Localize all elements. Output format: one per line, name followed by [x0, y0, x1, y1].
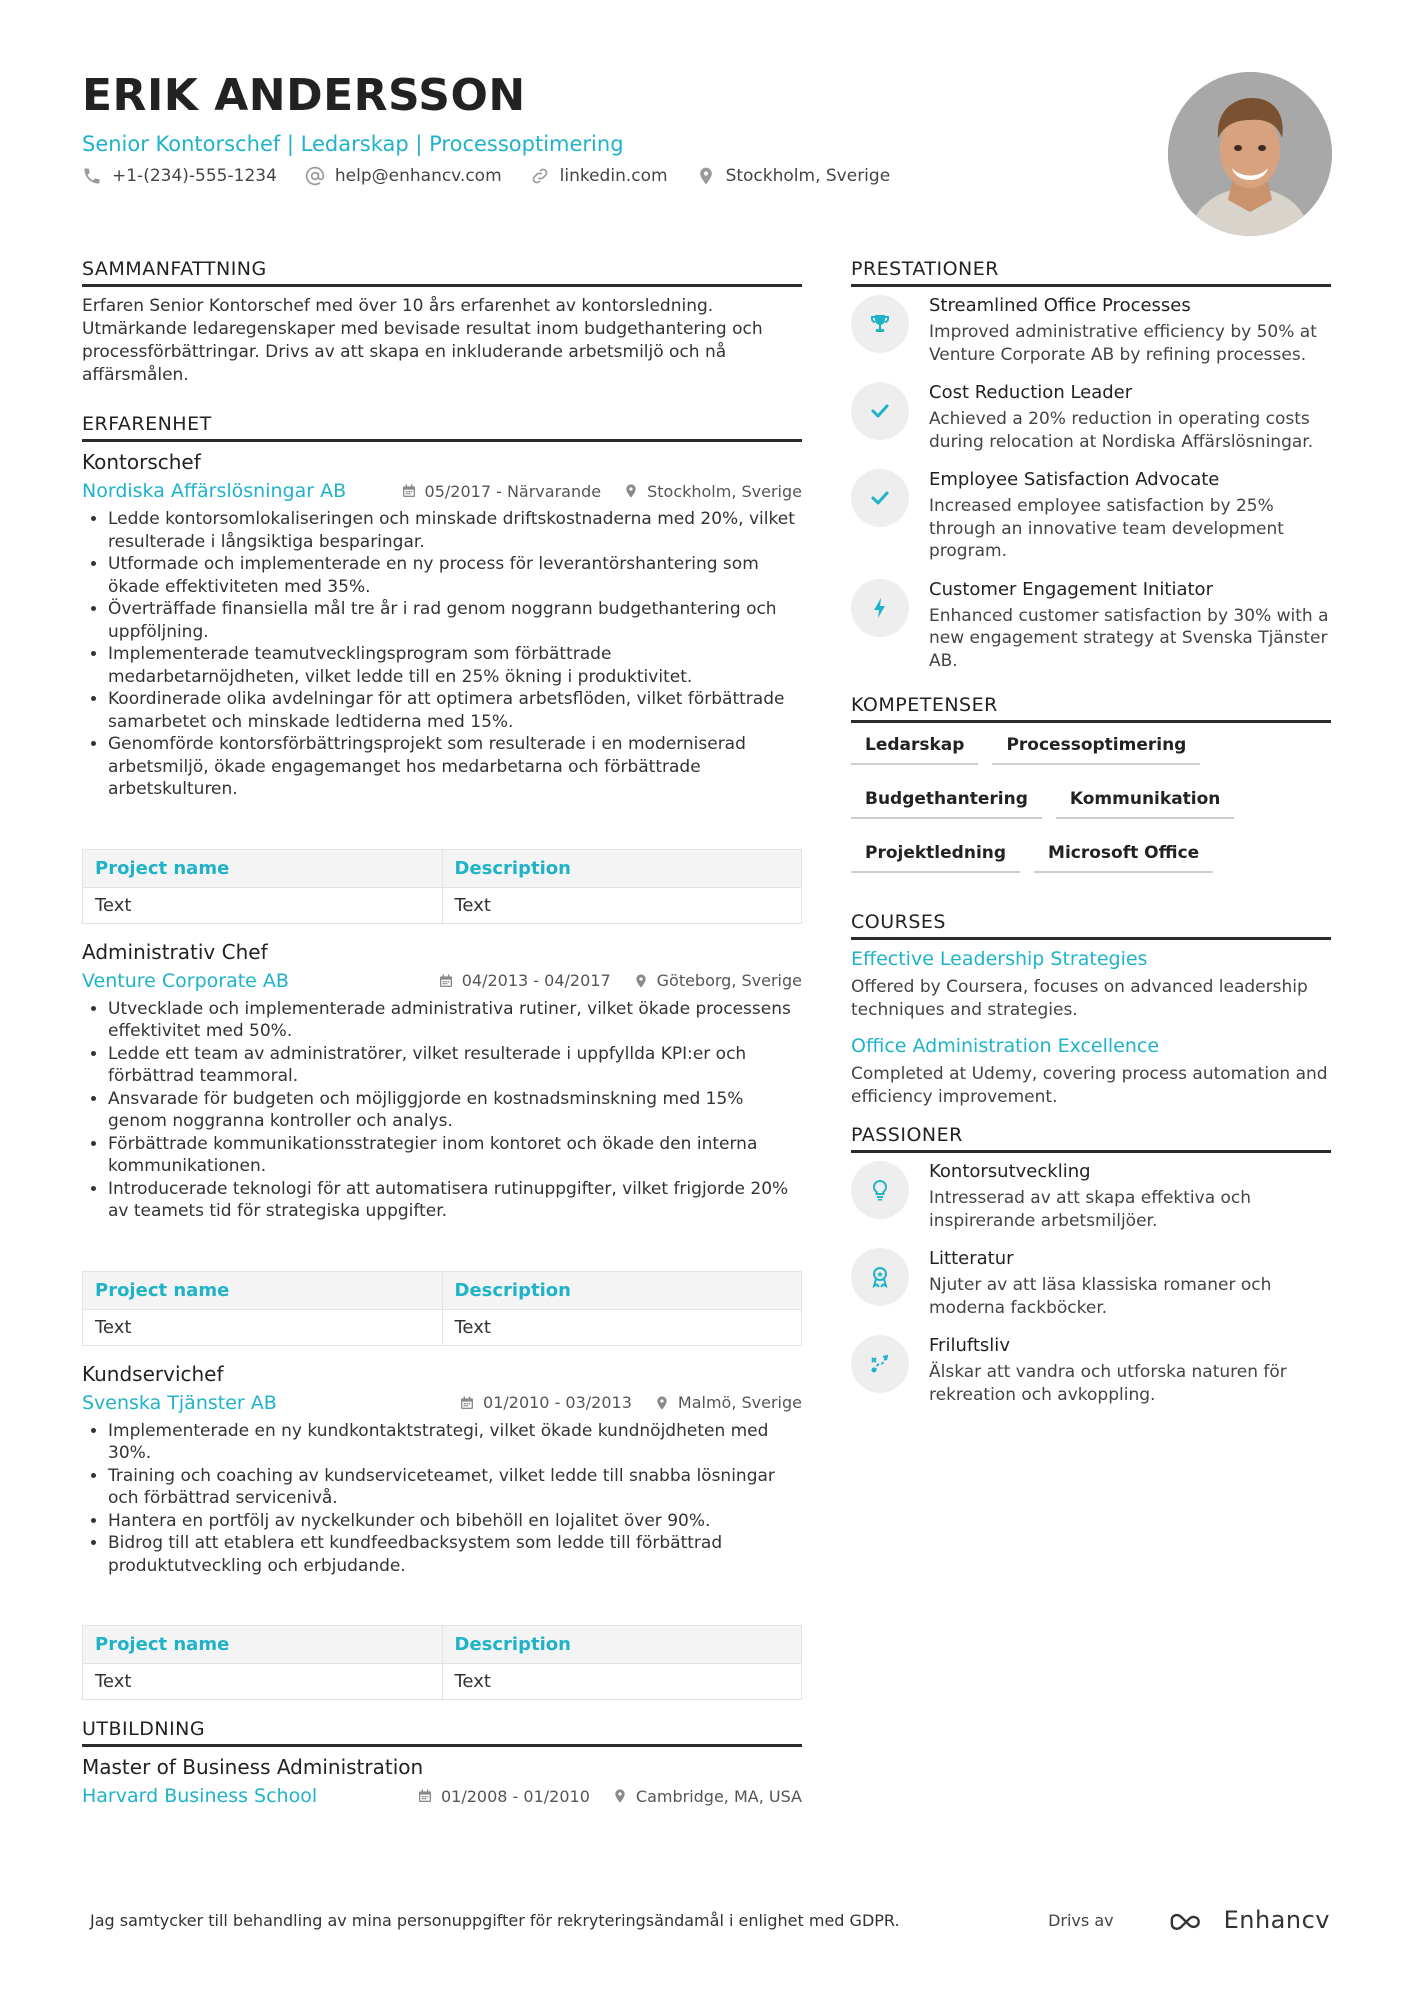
- phone-icon: [82, 166, 102, 186]
- list-item: • Utformade och implementerade en ny process för leverantörshantering som ökade effektiviteten med 35%.: [108, 553, 802, 598]
- list-item: • Hantera en portfölj av nyckelkunder och bibehöll en lojalitet över 90%.: [108, 1510, 802, 1533]
- passions-title: PASSIONER: [851, 1124, 1331, 1153]
- job-dates: 05/2017 - Närvarande: [424, 481, 602, 501]
- location-text: Stockholm, Sverige: [725, 166, 891, 187]
- skill-tag: Projektledning: [851, 839, 1020, 873]
- contact-email[interactable]: [305, 166, 502, 186]
- job-entry: [82, 940, 802, 1346]
- list-item: • Bidrog till att etablera ett kundfeedbacksystem som ledde till förbättrad produktutveckling och erbjudande.: [108, 1532, 802, 1577]
- achievements-section: [851, 258, 1331, 672]
- list-item: • Överträffade finansiella mål tre år i rad genom noggrann budgethantering och uppföljning.: [108, 598, 802, 643]
- calendar-icon: [401, 483, 417, 499]
- passions-section: [851, 1124, 1331, 1406]
- project-name-header: Project name: [83, 1626, 443, 1664]
- passion-desc: Älskar att vandra och utforska naturen för rekreation och avkoppling.: [929, 1362, 1287, 1405]
- at-sign-icon: [305, 166, 325, 186]
- skills-title: KOMPETENSER: [851, 694, 1331, 723]
- candidate-name: ERIK ANDERSSON: [82, 70, 526, 121]
- skill-tag: Budgethantering: [851, 785, 1042, 819]
- job-company: Svenska Tjänster AB: [82, 1391, 277, 1414]
- passion-item: [851, 1161, 1331, 1232]
- skill-tag: Microsoft Office: [1034, 839, 1213, 873]
- summary-text: Erfaren Senior Kontorschef med över 10 års erfarenhet av kontorsledning. Utmärkande ledaregenskaper med bevisade resultat inom budgethantering och processförbättringar. Drivs av att skapa en inkluderande arbetsmiljö och nå affärsmålen.: [82, 296, 763, 385]
- table-cell: Text: [442, 1309, 802, 1345]
- achievement-item: [851, 295, 1331, 366]
- resume-header: [82, 72, 1122, 186]
- list-item: • Genomförde kontorsförbättringsprojekt som resulterade i en moderniserad arbetsmiljö, ökade engagemanget hos medarbetarna och förbättrade arbetskulturen.: [108, 733, 802, 801]
- job-company: Venture Corporate AB: [82, 969, 289, 992]
- lightbulb-icon: [868, 1178, 892, 1202]
- brand-logo[interactable]: [1168, 1906, 1330, 1934]
- achievement-item: [851, 579, 1331, 673]
- course-desc: Offered by Coursera, focuses on advanced leadership techniques and strategies.: [851, 977, 1308, 1020]
- check-icon: [868, 399, 892, 423]
- education-dates: 01/2008 - 01/2010: [441, 1786, 590, 1806]
- course-desc: Completed at Udemy, covering process automation and efficiency improvement.: [851, 1064, 1328, 1107]
- summary-title: SAMMANFATTNING: [82, 258, 802, 287]
- education-school: Harvard Business School: [82, 1785, 318, 1807]
- list-item: • Utvecklade och implementerade administrativa rutiner, vilket ökade processens effektivitet med 50%.: [108, 998, 802, 1043]
- footer: [90, 1906, 1330, 1934]
- calendar-icon: [438, 973, 454, 989]
- table-cell: Text: [83, 887, 443, 923]
- project-name-header: Project name: [83, 1271, 443, 1309]
- achievement-title: Employee Satisfaction Advocate: [929, 469, 1220, 490]
- passion-title: Kontorsutveckling: [929, 1161, 1091, 1182]
- list-item: • Ledde kontorsomlokaliseringen och minskade driftskostnaderna med 20%, vilket resulterade i långsiktiga besparingar.: [108, 508, 802, 553]
- award-icon: [868, 1265, 892, 1289]
- education-section: [82, 1718, 802, 1807]
- achievement-desc: Achieved a 20% reduction in operating costs during relocation at Nordiska Affärslösningar.: [929, 409, 1314, 452]
- achievement-title: Customer Engagement Initiator: [929, 578, 1213, 600]
- achievements-title: PRESTATIONER: [851, 258, 1331, 287]
- passion-title: Litteratur: [929, 1248, 1014, 1269]
- project-table: [82, 849, 802, 924]
- job-role: Kontorschef: [82, 450, 201, 474]
- left-column: [82, 258, 802, 1833]
- passion-desc: Intresserad av att skapa effektiva och inspirerande arbetsmiljöer.: [929, 1188, 1252, 1231]
- project-table: [82, 1271, 802, 1346]
- powered-by: Drivs av: [1048, 1910, 1114, 1930]
- course-title: Office Administration Excellence: [851, 1035, 1160, 1057]
- education-degree: Master of Business Administration: [82, 1755, 424, 1779]
- avatar: [1168, 72, 1332, 236]
- job-bullets: [82, 508, 802, 801]
- list-item: • Förbättrade kommunikationsstrategier inom kontoret och ökade den interna kommunikationen.: [108, 1133, 802, 1178]
- achievement-title: Streamlined Office Processes: [929, 295, 1191, 316]
- course-title: Effective Leadership Strategies: [851, 948, 1148, 970]
- location-pin-icon: [696, 166, 716, 186]
- project-name-header: Project name: [83, 849, 443, 887]
- link-icon: [530, 166, 550, 186]
- passion-title: Friluftsliv: [929, 1335, 1010, 1356]
- table-cell: Text: [83, 1309, 443, 1345]
- phone-text: +1-(234)-555-1234: [112, 166, 277, 187]
- list-item: • Ansvarade för budgeten och möjliggjorde en kostnadsminskning med 15% genom noggranna kontroller och analys.: [108, 1088, 802, 1133]
- location-pin-icon: [612, 1788, 628, 1804]
- job-location: Malmö, Sverige: [677, 1393, 802, 1412]
- skill-tag: Ledarskap: [851, 731, 978, 765]
- calendar-icon: [459, 1395, 475, 1411]
- passion-desc: Njuter av att läsa klassiska romaner och moderna fackböcker.: [929, 1275, 1272, 1318]
- table-cell: Text: [442, 887, 802, 923]
- achievement-desc: Enhanced customer satisfaction by 30% with a new engagement strategy at Svenska Tjänster AB.: [929, 605, 1329, 671]
- experience-title: ERFARENHET: [82, 413, 802, 442]
- experience-section: [82, 413, 802, 1700]
- table-cell: Text: [442, 1664, 802, 1700]
- table-row: [83, 1309, 802, 1345]
- right-column: [851, 258, 1331, 1432]
- project-table: [82, 1625, 802, 1700]
- contact-phone[interactable]: [82, 166, 277, 186]
- job-dates: 01/2010 - 03/2013: [483, 1393, 632, 1412]
- contact-location: [696, 166, 891, 186]
- headline: Senior Kontorschef | Ledarskap | Processoptimering: [82, 132, 624, 157]
- route-icon: [868, 1352, 892, 1376]
- passion-item: [851, 1335, 1331, 1406]
- list-item: • Training och coaching av kundserviceteamet, vilket ledde till snabba lösningar och förbättrad servicenivå.: [108, 1465, 802, 1510]
- passion-item: [851, 1248, 1331, 1319]
- enhancv-logo-icon: [1168, 1908, 1214, 1932]
- achievement-item: [851, 469, 1331, 563]
- location-pin-icon: [654, 1395, 670, 1411]
- job-entry: [82, 1362, 802, 1701]
- list-item: • Introducerade teknologi för att automatisera rutinuppgifter, vilket frigjorde 20% av teamets tid för strategiska uppgifter.: [108, 1178, 802, 1223]
- courses-title: COURSES: [851, 911, 1331, 940]
- summary-section: [82, 258, 802, 387]
- linkedin-text: linkedin.com: [559, 166, 668, 187]
- job-bullets: [82, 998, 802, 1223]
- list-item: • Implementerade teamutvecklingsprogram som förbättrade medarbetarnöjdheten, vilket ledde till en 25% ökning i produktivitet.: [108, 643, 802, 688]
- trophy-icon: [868, 312, 892, 336]
- education-location: Cambridge, MA, USA: [635, 1786, 802, 1806]
- job-role: Administrativ Chef: [82, 939, 268, 964]
- list-item: • Implementerade en ny kundkontaktstrategi, vilket ökade kundnöjdheten med 30%.: [108, 1420, 802, 1465]
- job-dates: 04/2013 - 04/2017: [461, 971, 611, 990]
- email-text: help@enhancv.com: [334, 166, 502, 187]
- job-role: Kundservichef: [82, 1361, 224, 1386]
- gdpr-consent: Jag samtycker till behandling av mina personuppgifter för rekryteringsändamål i enlighet med GDPR.: [90, 1910, 900, 1930]
- job-location: Göteborg, Sverige: [656, 971, 802, 990]
- location-pin-icon: [633, 973, 649, 989]
- list-item: • Ledde ett team av administratörer, vilket resulterade i uppfyllda KPI:er och förbättrad teammoral.: [108, 1043, 802, 1088]
- job-bullets: [82, 1420, 802, 1578]
- location-pin-icon: [623, 483, 639, 499]
- brand-name: Enhancv: [1223, 1906, 1330, 1934]
- contact-linkedin[interactable]: [530, 166, 668, 186]
- check-icon: [868, 486, 892, 510]
- achievement-desc: Improved administrative efficiency by 50% at Venture Corporate AB by refining processes.: [929, 322, 1317, 365]
- job-company: Nordiska Affärslösningar AB: [82, 480, 347, 502]
- table-row: [83, 887, 802, 923]
- calendar-icon: [417, 1788, 433, 1804]
- lightning-icon: [868, 596, 892, 620]
- achievement-item: [851, 382, 1331, 453]
- table-cell: Text: [83, 1664, 443, 1700]
- table-row: [83, 1664, 802, 1700]
- courses-section: [851, 911, 1331, 1108]
- list-item: • Koordinerade olika avdelningar för att optimera arbetsflöden, vilket förbättrade samarbetet och minskade ledtiderna med 15%.: [108, 688, 802, 733]
- skills-section: [851, 694, 1331, 873]
- skill-tag: Processoptimering: [992, 731, 1200, 765]
- skill-tag: Kommunikation: [1056, 785, 1235, 819]
- job-location: Stockholm, Sverige: [647, 481, 802, 501]
- description-header: Description: [442, 849, 802, 887]
- education-title: UTBILDNING: [82, 1718, 802, 1747]
- job-entry: [82, 450, 802, 924]
- description-header: Description: [442, 1626, 802, 1664]
- achievement-title: Cost Reduction Leader: [929, 382, 1133, 403]
- achievement-desc: Increased employee satisfaction by 25% through an innovative team development program.: [929, 496, 1284, 561]
- contact-row: [82, 166, 1122, 186]
- description-header: Description: [442, 1271, 802, 1309]
